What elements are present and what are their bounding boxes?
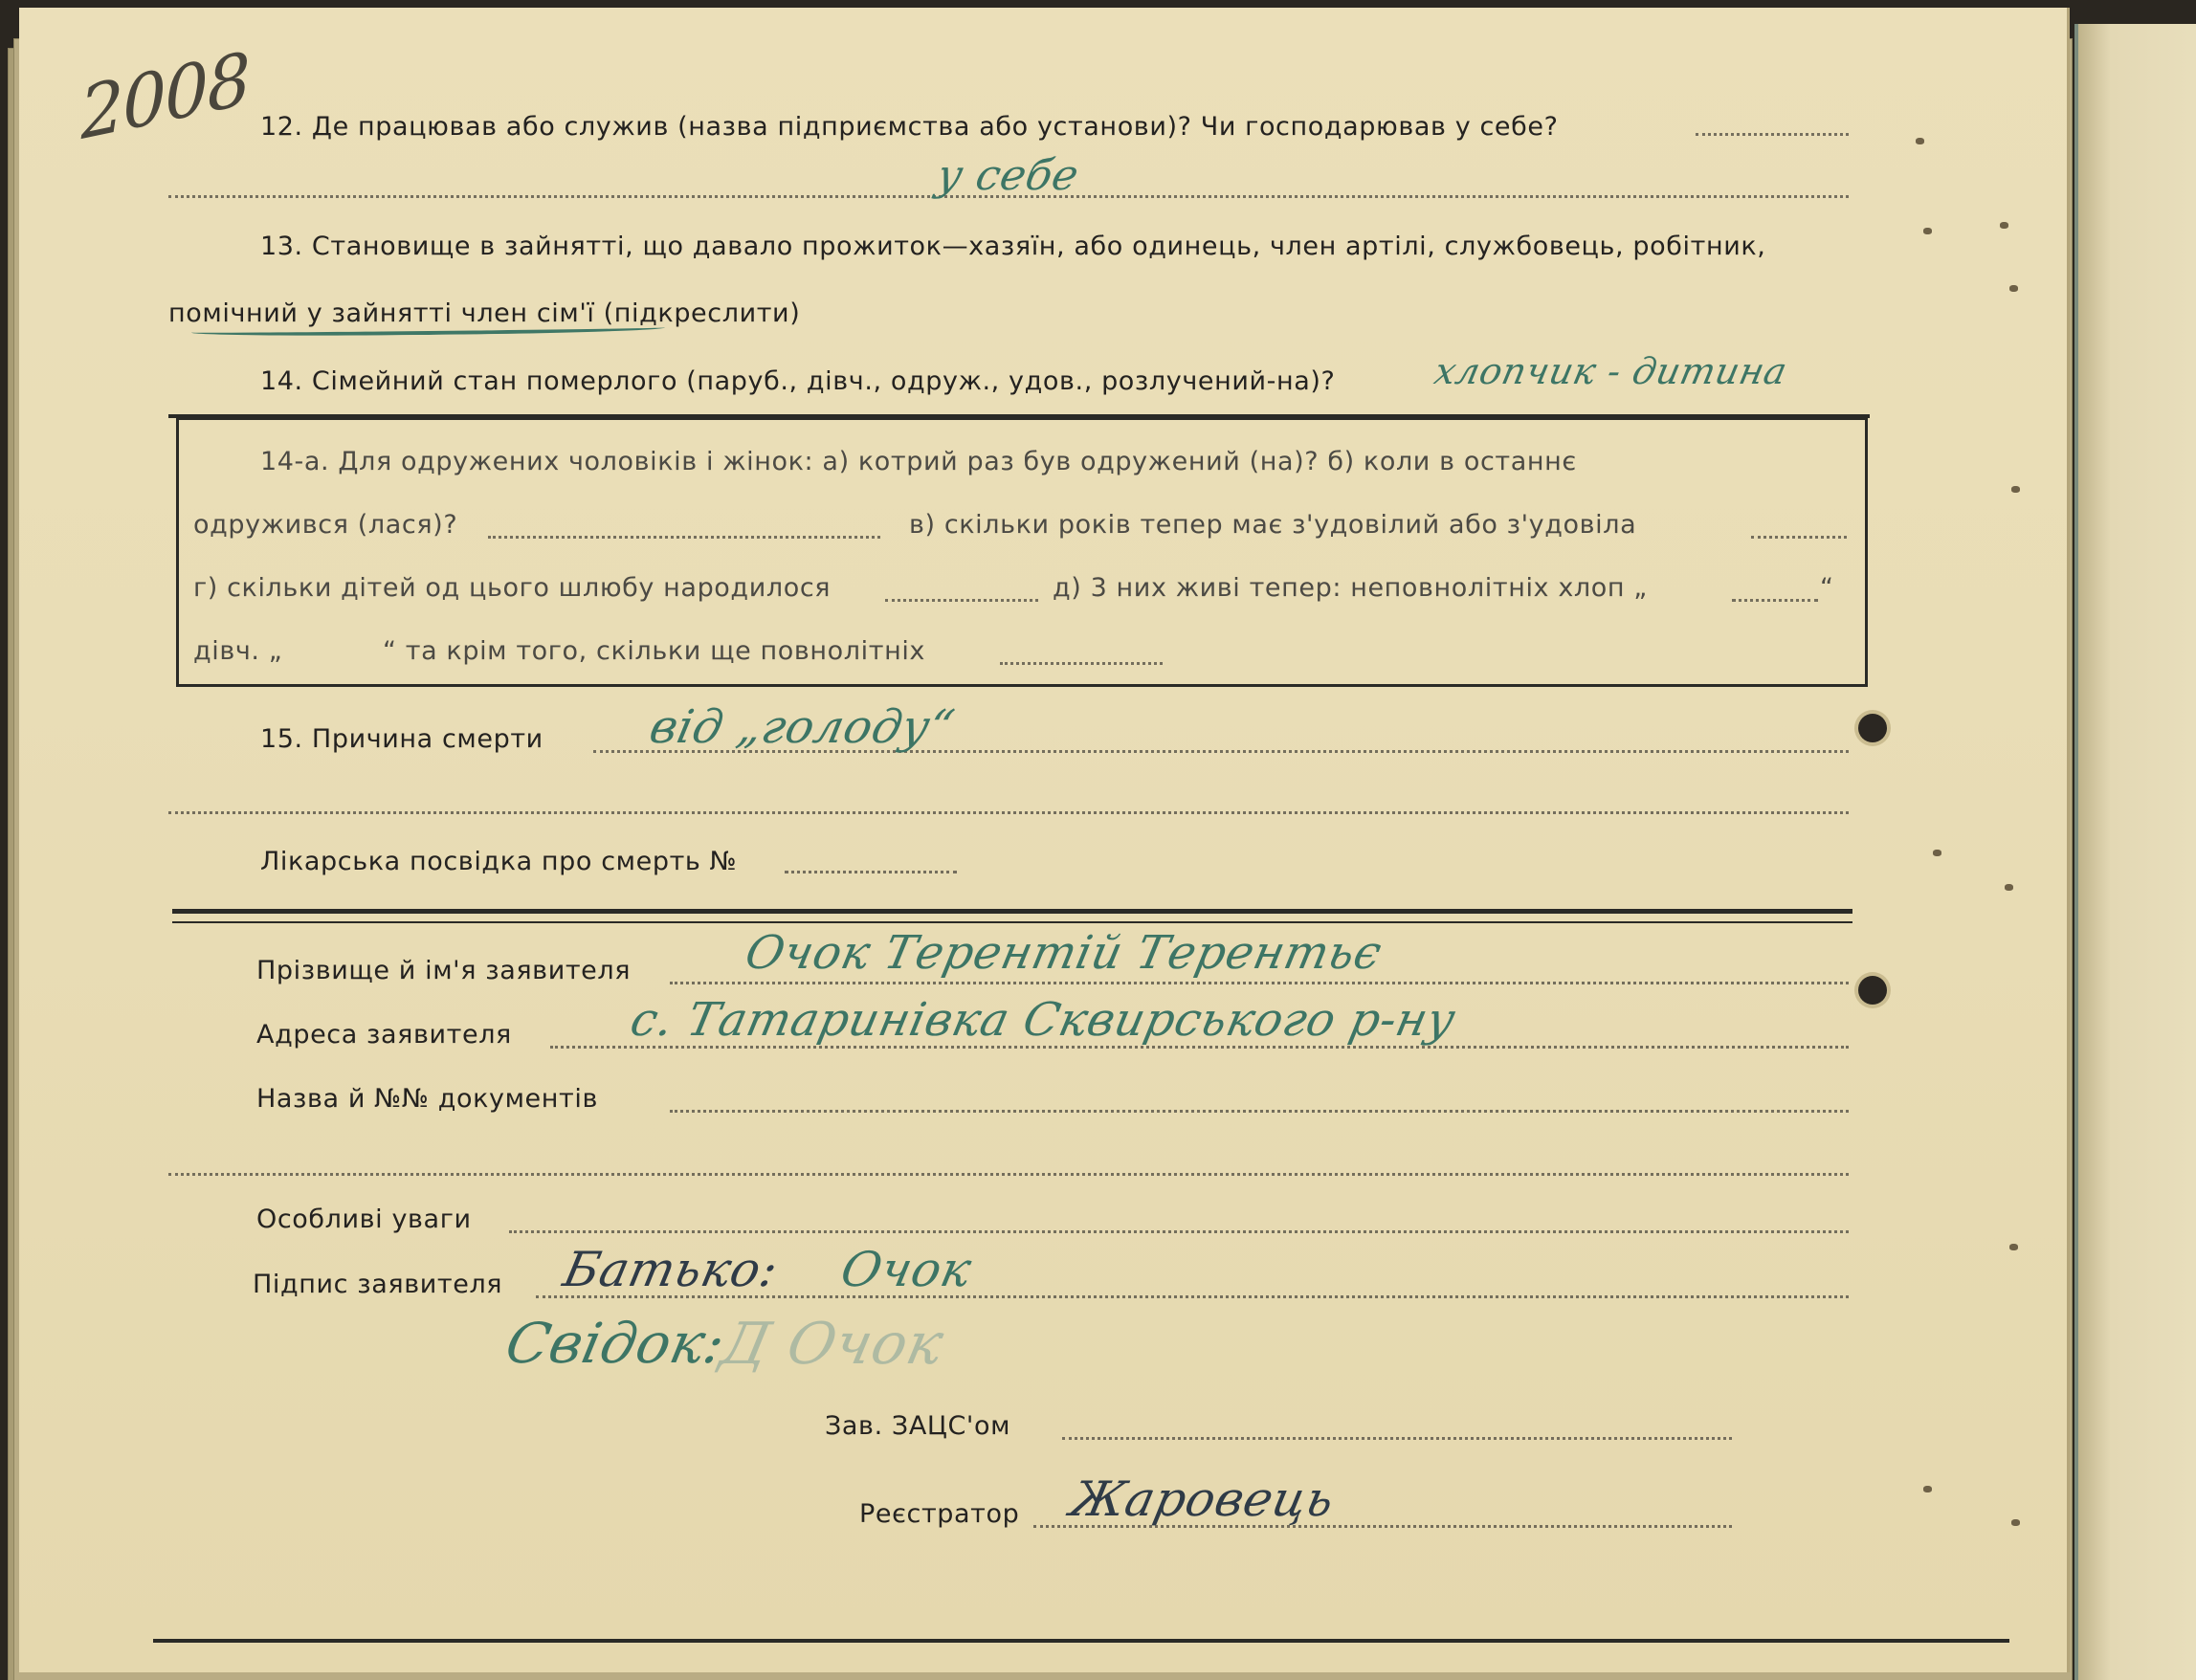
q14a-line3b: д) 3 них живі тепер: неповнолітніх хлоп „: [1053, 573, 1648, 603]
q14-label: 14. Сімейний стан померлого (паруб., дівч., одруж., удов., розлучений-на)?: [260, 366, 1336, 396]
q13-line1: 13. Становище в зайнятті, що давало прожиток—хазяїн, або одинець, член артілі, службовець, робітник,: [260, 232, 1766, 261]
section-separator: [172, 909, 1852, 914]
documents-continuation-line: [168, 1173, 1849, 1176]
stain-mark: [2011, 486, 2020, 493]
signature-value-name: Очок: [835, 1242, 977, 1297]
adjacent-page-edge: [2074, 24, 2196, 1680]
head-label: Зав. ЗАЦС'ом: [825, 1411, 1011, 1441]
stain-mark: [1916, 138, 1924, 144]
binder-hole: [1858, 976, 1887, 1005]
notes-line: [509, 1230, 1849, 1233]
q14a-line3c: “: [1820, 573, 1834, 603]
q12-answer: у себе: [932, 151, 1084, 200]
registrar-signature: Жаровець: [1065, 1471, 1340, 1527]
q14a-fill-line: [1000, 662, 1163, 665]
registrar-label: Реєстратор: [859, 1499, 1020, 1529]
q14a-line2b: в) скільки років тепер має з'удовілий або з'удовіла: [909, 510, 1637, 540]
witness-signature: Д Очок: [715, 1311, 950, 1378]
q14a-line1: 14-а. Для одружених чоловіків і жінок: а) котрий раз був одружений (на)? б) коли в останнє: [260, 447, 1577, 476]
q15-answer: від „голоду“: [645, 700, 960, 754]
medical-certificate-label: Лікарська посвідка про смерть №: [260, 847, 738, 876]
stain-mark: [2011, 1519, 2020, 1526]
q13-instruction: (підкреслити): [594, 298, 801, 328]
applicant-name-value: Очок Терентій Терентьє: [741, 926, 1387, 980]
binder-hole: [1858, 714, 1887, 742]
documents-label: Назва й №№ документів: [256, 1084, 598, 1114]
q14a-line4b: “ та крім того, скільки ще повнолітніх: [383, 636, 926, 666]
medical-certificate-fill: [785, 871, 957, 873]
witness-label: Свідок:: [499, 1311, 731, 1376]
stain-mark: [2009, 1244, 2018, 1250]
section-separator-thin: [172, 921, 1852, 923]
q15-continuation-line: [168, 811, 1849, 814]
q15-label: 15. Причина смерти: [260, 724, 543, 754]
documents-line: [670, 1110, 1849, 1113]
q13-underlined-option: помічний у зайнятті член сім'ї: [168, 298, 595, 328]
q14a-line3a: г) скільки дітей од цього шлюбу народилося: [193, 573, 832, 603]
applicant-address-value: с. Татаринівка Сквирського р-ну: [626, 993, 1461, 1047]
bottom-rule: [153, 1639, 2009, 1643]
stain-mark: [1923, 1486, 1932, 1492]
q14a-fill-line: [1732, 599, 1818, 602]
applicant-name-label: Прізвище й ім'я заявителя: [256, 956, 632, 985]
q12-label: 12. Де працював або служив (назва підприємства або установи)? Чи господарював у себе?: [260, 112, 1559, 142]
signature-label: Підпис заявителя: [253, 1270, 503, 1299]
q12-fill-line: [1696, 133, 1849, 136]
q14-answer: хлопчик - дитина: [1431, 350, 1791, 392]
death-record-form: [19, 8, 2070, 1672]
notes-label: Особливі уваги: [256, 1205, 472, 1234]
applicant-address-label: Адреса заявителя: [256, 1020, 512, 1050]
q14a-line4a: дівч. „: [193, 636, 283, 666]
stain-mark: [1923, 228, 1932, 234]
stain-mark: [2000, 222, 2008, 229]
q14a-fill-line: [885, 599, 1038, 602]
head-signature-line: [1062, 1437, 1732, 1440]
signature-value-role: Батько:: [558, 1242, 784, 1297]
archive-number: 2008: [78, 36, 251, 157]
q14a-line2a: одружився (лася)?: [193, 510, 458, 540]
q14a-fill-line: [488, 536, 880, 539]
stain-mark: [2009, 285, 2018, 292]
applicant-name-line: [670, 982, 1849, 984]
q14a-fill-line: [1751, 536, 1847, 539]
stain-mark: [1933, 850, 1941, 856]
stain-mark: [2005, 884, 2013, 891]
